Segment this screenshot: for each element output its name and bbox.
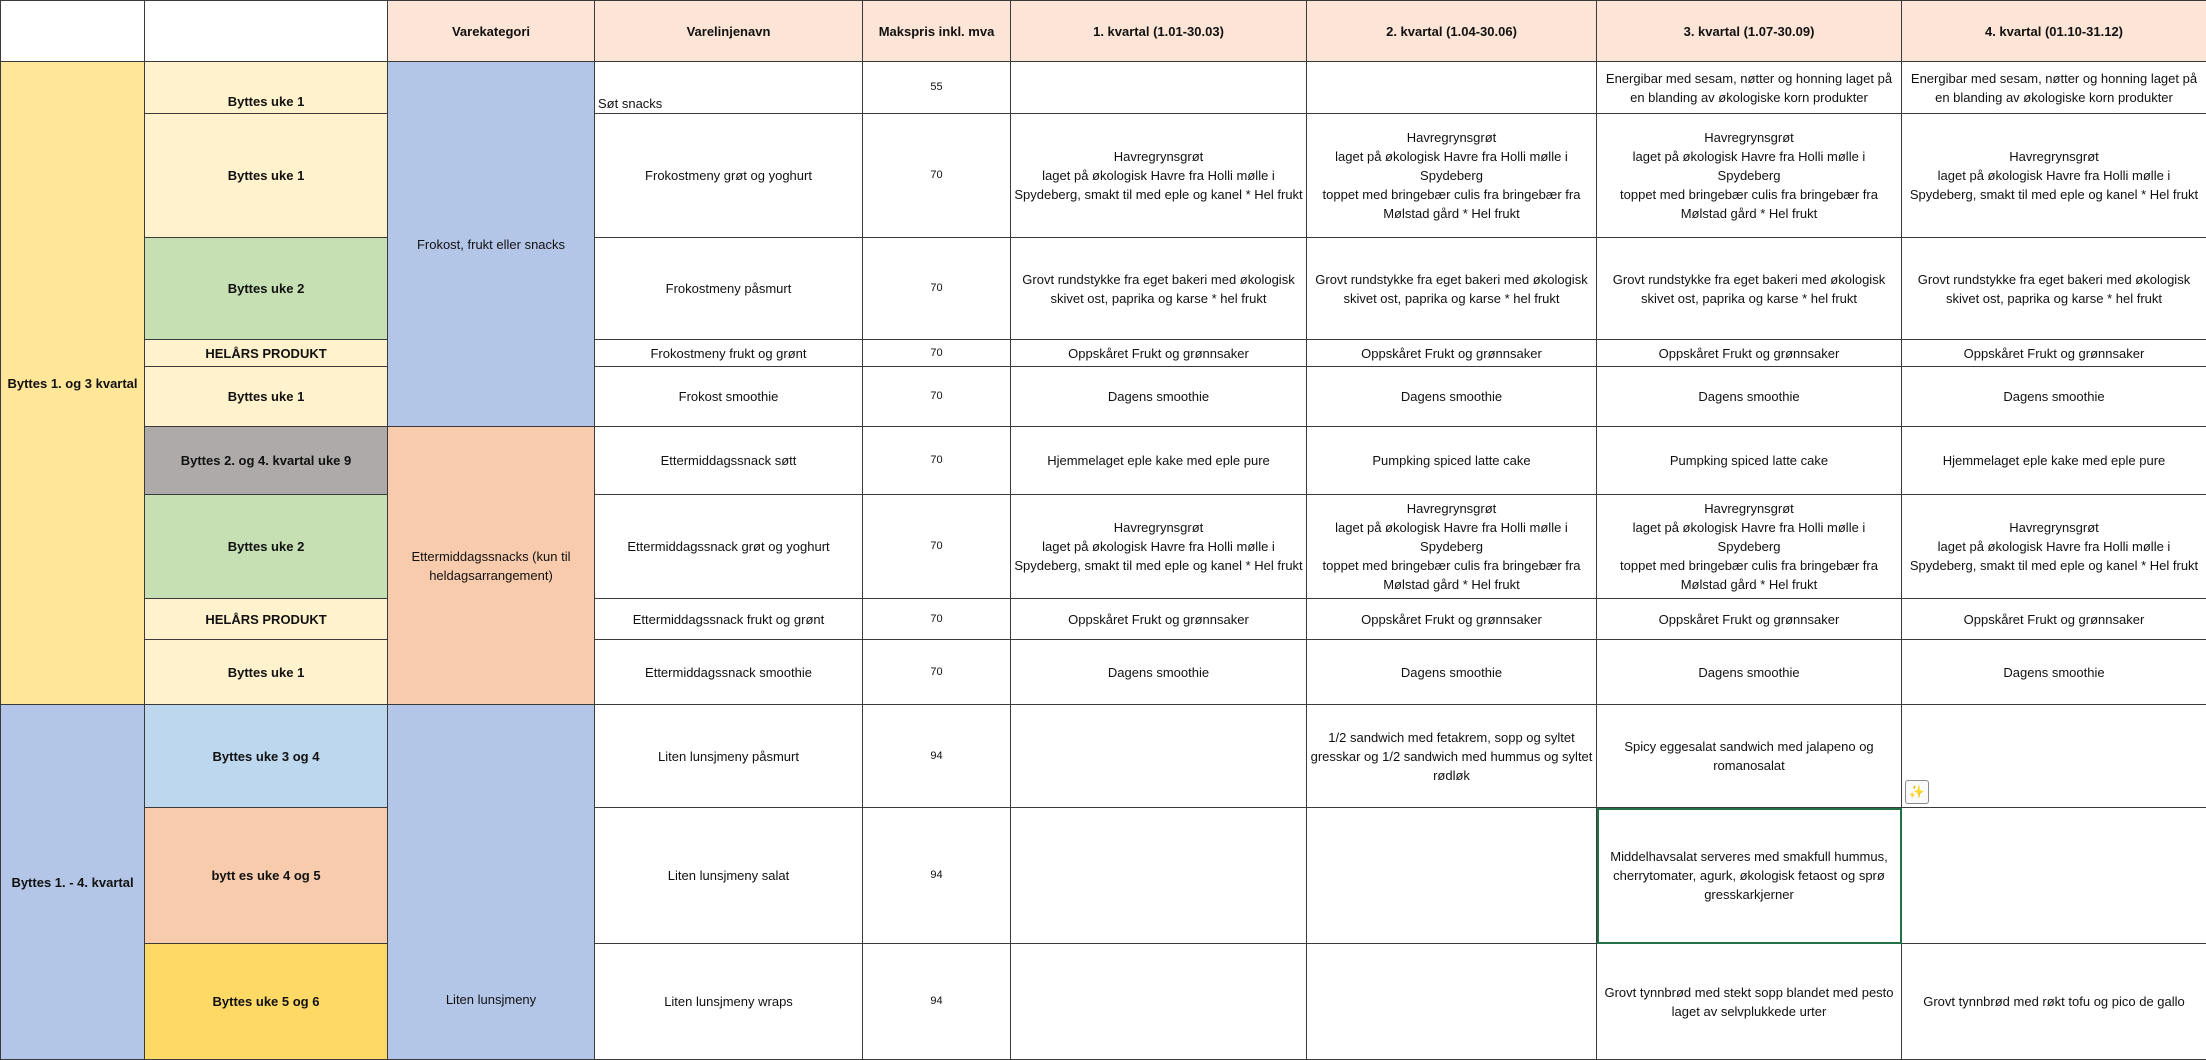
header-q2[interactable]: 2. kvartal (1.04-30.06)	[1307, 1, 1597, 62]
q1-cell[interactable]: Dagens smoothie	[1011, 640, 1307, 705]
q2-cell[interactable]: 1/2 sandwich med fetakrem, sopp og syltet gresskar og 1/2 sandwich med hummus og syltet rødløk	[1307, 705, 1597, 808]
header-q4[interactable]: 4. kvartal (01.10-31.12)	[1902, 1, 2206, 62]
q3-cell-selected[interactable]: Middelhavsalat serveres med smakfull hummus, cherrytomater, agurk, økologisk fetaost og sprø gresskarkjerner	[1597, 808, 1902, 944]
q1-cell[interactable]: Hjemmelaget eple kake med eple pure	[1011, 427, 1307, 495]
q1-cell[interactable]	[1011, 62, 1307, 114]
q1-cell[interactable]	[1011, 944, 1307, 1060]
price-cell[interactable]: 94	[863, 944, 1011, 1060]
q2-cell[interactable]: Grovt rundstykke fra eget bakeri med økologisk skivet ost, paprika og karse * hel frukt	[1307, 238, 1597, 340]
rotation-cell[interactable]: Byttes uke 5 og 6	[145, 944, 388, 1060]
table-row	[1, 62, 2206, 114]
q2-cell[interactable]: Oppskåret Frukt og grønnsaker	[1307, 340, 1597, 367]
table-row	[1, 495, 2206, 599]
q4-cell[interactable]: Havregrynsgrøt laget på økologisk Havre fra Holli mølle i Spydeberg, smakt til med eple og kanel * Hel frukt	[1902, 495, 2206, 599]
table-row	[1, 114, 2206, 238]
q3-cell[interactable]: Havregrynsgrøt laget på økologisk Havre fra Holli mølle i Spydeberg toppet med bringebær culis fra bringebær fra Mølstad gård * Hel frukt	[1597, 495, 1902, 599]
price-cell[interactable]: 70	[863, 640, 1011, 705]
q2-cell[interactable]: Dagens smoothie	[1307, 640, 1597, 705]
table-row	[1, 367, 2206, 427]
header-cell-a[interactable]	[1, 1, 145, 62]
category-ettermiddag[interactable]: Ettermiddagssnacks (kun til heldagsarrangement)	[388, 427, 595, 705]
q2-cell[interactable]: Havregrynsgrøt laget på økologisk Havre fra Holli mølle i Spydeberg toppet med bringebær culis fra bringebær fra Mølstad gård * Hel frukt	[1307, 495, 1597, 599]
q3-cell[interactable]: Spicy eggesalat sandwich med jalapeno og romanosalat	[1597, 705, 1902, 808]
table-row	[1, 340, 2206, 367]
rotation-cell[interactable]: Byttes uke 2	[145, 238, 388, 340]
q4-cell[interactable]: Dagens smoothie	[1902, 367, 2206, 427]
q4-cell[interactable]	[1902, 808, 2206, 944]
item-name-cell[interactable]: Ettermiddagssnack smoothie	[595, 640, 863, 705]
q4-cell[interactable]: Havregrynsgrøt laget på økologisk Havre fra Holli mølle i Spydeberg, smakt til med eple og kanel * Hel frukt	[1902, 114, 2206, 238]
q2-cell[interactable]: Oppskåret Frukt og grønnsaker	[1307, 599, 1597, 640]
item-name-cell[interactable]: Ettermiddagssnack grøt og yoghurt	[595, 495, 863, 599]
q2-cell[interactable]	[1307, 944, 1597, 1060]
rotation-cell[interactable]: Byttes uke 2	[145, 495, 388, 599]
price-cell[interactable]: 94	[863, 808, 1011, 944]
q2-cell[interactable]: Havregrynsgrøt laget på økologisk Havre fra Holli mølle i Spydeberg toppet med bringebær culis fra bringebær fra Mølstad gård * Hel frukt	[1307, 114, 1597, 238]
q1-cell[interactable]: Oppskåret Frukt og grønnsaker	[1011, 599, 1307, 640]
q4-cell[interactable]: Oppskåret Frukt og grønnsaker	[1902, 340, 2206, 367]
q1-cell[interactable]: Havregrynsgrøt laget på økologisk Havre fra Holli mølle i Spydeberg, smakt til med eple og kanel * Hel frukt	[1011, 114, 1307, 238]
table-row	[1, 944, 2206, 1060]
q4-cell[interactable]: Energibar med sesam, nøtter og honning laget på en blanding av økologiske korn produkter	[1902, 62, 2206, 114]
category-lunsj[interactable]: Liten lunsjmeny	[388, 705, 595, 1060]
quick-analysis-icon[interactable]: ✨	[1905, 780, 1929, 804]
price-cell[interactable]: 70	[863, 495, 1011, 599]
header-varelinjenavn[interactable]: Varelinjenavn	[595, 1, 863, 62]
rotation-cell[interactable]: HELÅRS PRODUKT	[145, 340, 388, 367]
rotation-cell[interactable]: Byttes uke 1	[145, 640, 388, 705]
rotation-cell[interactable]: Byttes uke 3 og 4	[145, 705, 388, 808]
item-name-cell[interactable]: Ettermiddagssnack frukt og grønt	[595, 599, 863, 640]
table-row	[1, 427, 2206, 495]
item-name-cell[interactable]: Frokostmeny grøt og yoghurt	[595, 114, 863, 238]
table-row	[1, 705, 2206, 808]
q1-cell[interactable]: Havregrynsgrøt laget på økologisk Havre fra Holli mølle i Spydeberg, smakt til med eple og kanel * Hel frukt	[1011, 495, 1307, 599]
rotation-cell[interactable]: Byttes 2. og 4. kvartal uke 9	[145, 427, 388, 495]
item-name-cell[interactable]: Frokostmeny frukt og grønt	[595, 340, 863, 367]
q2-cell[interactable]	[1307, 62, 1597, 114]
price-cell[interactable]: 70	[863, 114, 1011, 238]
price-cell[interactable]: 55	[863, 62, 1011, 114]
q3-cell[interactable]: Oppskåret Frukt og grønnsaker	[1597, 599, 1902, 640]
item-name-cell[interactable]: Frokostmeny påsmurt	[595, 238, 863, 340]
table-row	[1, 808, 2206, 944]
q3-cell[interactable]: Grovt rundstykke fra eget bakeri med økologisk skivet ost, paprika og karse * hel frukt	[1597, 238, 1902, 340]
rotation-cell[interactable]: Byttes uke 1	[145, 114, 388, 238]
q2-cell[interactable]	[1307, 808, 1597, 944]
rotation-cell[interactable]: Byttes uke 1	[145, 62, 388, 114]
category-frokost[interactable]: Frokost, frukt eller snacks	[388, 62, 595, 427]
header-makspris[interactable]: Makspris inkl. mva	[863, 1, 1011, 62]
item-name-cell[interactable]: Liten lunsjmeny wraps	[595, 944, 863, 1060]
price-cell[interactable]: 70	[863, 238, 1011, 340]
q3-cell[interactable]: Oppskåret Frukt og grønnsaker	[1597, 340, 1902, 367]
header-q3[interactable]: 3. kvartal (1.07-30.09)	[1597, 1, 1902, 62]
q1-cell[interactable]: Grovt rundstykke fra eget bakeri med økologisk skivet ost, paprika og karse * hel frukt	[1011, 238, 1307, 340]
group-cell-2[interactable]: Byttes 1. - 4. kvartal	[1, 705, 145, 1060]
q3-cell[interactable]: Energibar med sesam, nøtter og honning laget på en blanding av økologiske korn produkter	[1597, 62, 1902, 114]
group-cell-1[interactable]: Byttes 1. og 3 kvartal	[1, 62, 145, 705]
table-row	[1, 238, 2206, 340]
rotation-cell[interactable]: bytt es uke 4 og 5	[145, 808, 388, 944]
header-cell-b[interactable]	[145, 1, 388, 62]
item-name-cell[interactable]: Frokost smoothie	[595, 367, 863, 427]
rotation-cell[interactable]: Byttes uke 1	[145, 367, 388, 427]
item-name-cell[interactable]: Ettermiddagssnack søtt	[595, 427, 863, 495]
q3-cell[interactable]: Grovt tynnbrød med stekt sopp blandet med pesto laget av selvplukkede urter	[1597, 944, 1902, 1060]
item-name-cell[interactable]: Liten lunsjmeny påsmurt	[595, 705, 863, 808]
table-row	[1, 599, 2206, 640]
q4-cell[interactable]: Dagens smoothie	[1902, 640, 2206, 705]
q2-cell[interactable]: Dagens smoothie	[1307, 367, 1597, 427]
q1-cell[interactable]	[1011, 705, 1307, 808]
item-name-cell[interactable]: Søt snacks	[595, 62, 863, 114]
table-row	[1, 640, 2206, 705]
q4-cell[interactable]: Grovt rundstykke fra eget bakeri med økologisk skivet ost, paprika og karse * hel frukt	[1902, 238, 2206, 340]
q4-cell[interactable]	[1902, 705, 2206, 808]
q3-cell[interactable]: Pumpking spiced latte cake	[1597, 427, 1902, 495]
q3-cell[interactable]: Havregrynsgrøt laget på økologisk Havre fra Holli mølle i Spydeberg toppet med bringebær culis fra bringebær fra Mølstad gård * Hel frukt	[1597, 114, 1902, 238]
q4-cell[interactable]: Oppskåret Frukt og grønnsaker	[1902, 599, 2206, 640]
q3-cell[interactable]: Dagens smoothie	[1597, 640, 1902, 705]
price-cell[interactable]: 94	[863, 705, 1011, 808]
q4-cell[interactable]: Hjemmelaget eple kake med eple pure	[1902, 427, 2206, 495]
price-cell[interactable]: 70	[863, 367, 1011, 427]
q3-cell[interactable]: Dagens smoothie	[1597, 367, 1902, 427]
price-cell[interactable]: 70	[863, 340, 1011, 367]
item-name-cell[interactable]: Liten lunsjmeny salat	[595, 808, 863, 944]
price-cell[interactable]: 70	[863, 427, 1011, 495]
q1-cell[interactable]: Dagens smoothie	[1011, 367, 1307, 427]
rotation-cell[interactable]: HELÅRS PRODUKT	[145, 599, 388, 640]
header-q1[interactable]: 1. kvartal (1.01-30.03)	[1011, 1, 1307, 62]
q1-cell[interactable]	[1011, 808, 1307, 944]
price-cell[interactable]: 70	[863, 599, 1011, 640]
q2-cell[interactable]: Pumpking spiced latte cake	[1307, 427, 1597, 495]
header-varekategori[interactable]: Varekategori	[388, 1, 595, 62]
q1-cell[interactable]: Oppskåret Frukt og grønnsaker	[1011, 340, 1307, 367]
q4-cell[interactable]: Grovt tynnbrød med røkt tofu og pico de gallo	[1902, 944, 2206, 1060]
